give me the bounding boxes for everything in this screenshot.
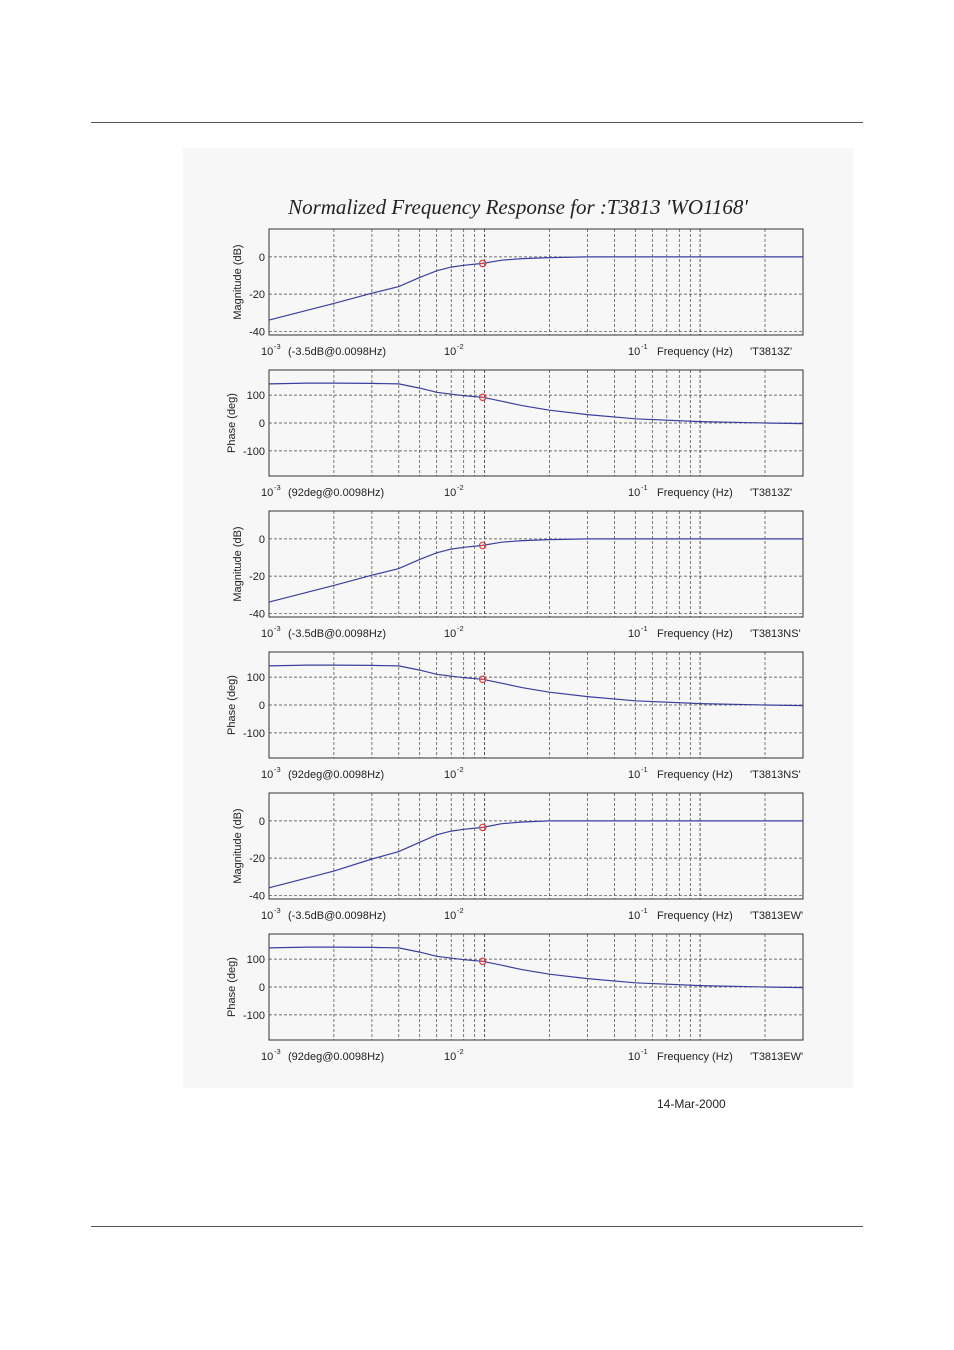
x-tick-base: 10 [628, 910, 641, 922]
channel-label: 'T3813EW' [750, 910, 804, 922]
x-tick-exponent: -3 [274, 624, 281, 633]
x-tick-exponent: -3 [274, 765, 281, 774]
x-tick-exponent: -2 [457, 342, 464, 351]
grid-vertical [334, 793, 765, 899]
grid-vertical [334, 229, 765, 335]
response-curve [269, 257, 803, 320]
grid-horizontal [269, 539, 803, 613]
x-tick-base: 10 [261, 769, 274, 781]
x-axis-label: Frequency (Hz) [657, 487, 733, 499]
figure-title: Normalized Frequency Response for :T3813 'WO1168' [288, 195, 748, 219]
y-tick-label: 100 [246, 954, 265, 967]
corner-annotation: (-3.5dB@0.0098Hz) [288, 910, 386, 922]
y-tick-label: -40 [249, 326, 265, 339]
y-tick-label: -20 [249, 571, 265, 584]
x-tick-exponent: -2 [457, 483, 464, 492]
grid-horizontal [269, 395, 803, 451]
channel-label: 'T3813NS' [750, 769, 801, 781]
x-tick-exponent: -2 [457, 1047, 464, 1056]
x-tick-exponent: -1 [641, 906, 648, 915]
y-tick-label: -20 [249, 853, 265, 866]
x-tick-base: 10 [261, 487, 274, 499]
response-curve [269, 665, 803, 706]
channel-label: 'T3813Z' [750, 346, 793, 358]
y-axis-label: Phase (deg) [226, 393, 238, 453]
grid-horizontal [269, 959, 803, 1015]
corner-annotation: (92deg@0.0098Hz) [288, 487, 385, 499]
y-tick-label: 0 [258, 418, 265, 430]
x-axis-label: Frequency (Hz) [657, 628, 733, 640]
corner-annotation: (92deg@0.0098Hz) [288, 1051, 385, 1063]
x-tick-exponent: -3 [274, 906, 281, 915]
grid-horizontal [269, 821, 803, 895]
response-curve [269, 821, 803, 888]
x-tick-base: 10 [261, 346, 274, 358]
plot-magnitude-t3813ns [232, 511, 803, 640]
x-tick-base: 10 [261, 910, 274, 922]
x-tick-base: 10 [261, 1051, 274, 1063]
plot-phase-t3813ns [226, 652, 803, 781]
x-tick-base: 10 [444, 628, 457, 640]
plot-magnitude-t3813z [232, 229, 803, 358]
x-tick-base: 10 [628, 1051, 641, 1063]
x-tick-base: 10 [444, 487, 457, 499]
y-tick-label: 100 [246, 672, 265, 685]
x-tick-exponent: -1 [641, 1047, 648, 1056]
x-tick-exponent: -1 [641, 483, 648, 492]
x-axis-label: Frequency (Hz) [657, 910, 733, 922]
x-tick-base: 10 [628, 487, 641, 499]
corner-annotation: (-3.5dB@0.0098Hz) [288, 346, 386, 358]
y-tick-label: -40 [249, 608, 265, 621]
response-curve [269, 383, 803, 424]
grid-vertical [334, 511, 765, 617]
channel-label: 'T3813Z' [750, 487, 793, 499]
y-tick-label: 100 [246, 390, 265, 403]
grid-horizontal [269, 257, 803, 331]
plot-frame [269, 511, 803, 617]
y-tick-label: 0 [258, 815, 265, 828]
y-tick-label: -100 [242, 445, 265, 458]
y-tick-label: -100 [242, 727, 265, 740]
y-axis-label: Magnitude (dB) [232, 808, 244, 884]
x-tick-exponent: -1 [641, 624, 648, 633]
figure-date: 14-Mar-2000 [657, 1097, 726, 1111]
response-curve [269, 539, 803, 602]
x-tick-exponent: -1 [641, 765, 648, 774]
x-tick-exponent: -1 [641, 342, 648, 351]
y-tick-label: -40 [249, 890, 265, 903]
y-tick-label: 0 [258, 700, 265, 712]
x-tick-base: 10 [628, 769, 641, 781]
plot-phase-t3813z [226, 370, 803, 499]
footer-rule [91, 1226, 863, 1227]
y-axis-label: Phase (deg) [226, 675, 238, 735]
x-tick-base: 10 [444, 346, 457, 358]
response-curve [269, 947, 803, 988]
y-axis-label: Phase (deg) [226, 957, 238, 1017]
y-tick-label: 0 [258, 251, 265, 264]
x-tick-base: 10 [628, 628, 641, 640]
x-tick-exponent: -2 [457, 906, 464, 915]
x-tick-exponent: -3 [274, 1047, 281, 1056]
x-tick-exponent: -2 [457, 624, 464, 633]
y-axis-label: Magnitude (dB) [232, 244, 244, 320]
plot-frame [269, 229, 803, 335]
x-tick-base: 10 [261, 628, 274, 640]
x-tick-exponent: -3 [274, 342, 281, 351]
x-axis-label: Frequency (Hz) [657, 346, 733, 358]
y-tick-label: -20 [249, 289, 265, 302]
y-tick-label: 0 [258, 982, 265, 994]
y-axis-label: Magnitude (dB) [232, 526, 244, 602]
y-tick-label: 0 [258, 533, 265, 546]
grid-horizontal [269, 677, 803, 733]
corner-annotation: (-3.5dB@0.0098Hz) [288, 628, 386, 640]
x-tick-exponent: -2 [457, 765, 464, 774]
x-tick-base: 10 [444, 769, 457, 781]
corner-annotation: (92deg@0.0098Hz) [288, 769, 385, 781]
x-tick-exponent: -3 [274, 483, 281, 492]
y-tick-label: -100 [242, 1009, 265, 1022]
plot-frame [269, 793, 803, 899]
plot-magnitude-t3813ew [232, 793, 803, 922]
channel-label: 'T3813EW' [750, 1051, 804, 1063]
plot-phase-t3813ew [226, 934, 803, 1063]
x-tick-base: 10 [628, 346, 641, 358]
x-tick-base: 10 [444, 1051, 457, 1063]
x-axis-label: Frequency (Hz) [657, 769, 733, 781]
channel-label: 'T3813NS' [750, 628, 801, 640]
x-tick-base: 10 [444, 910, 457, 922]
x-axis-label: Frequency (Hz) [657, 1051, 733, 1063]
